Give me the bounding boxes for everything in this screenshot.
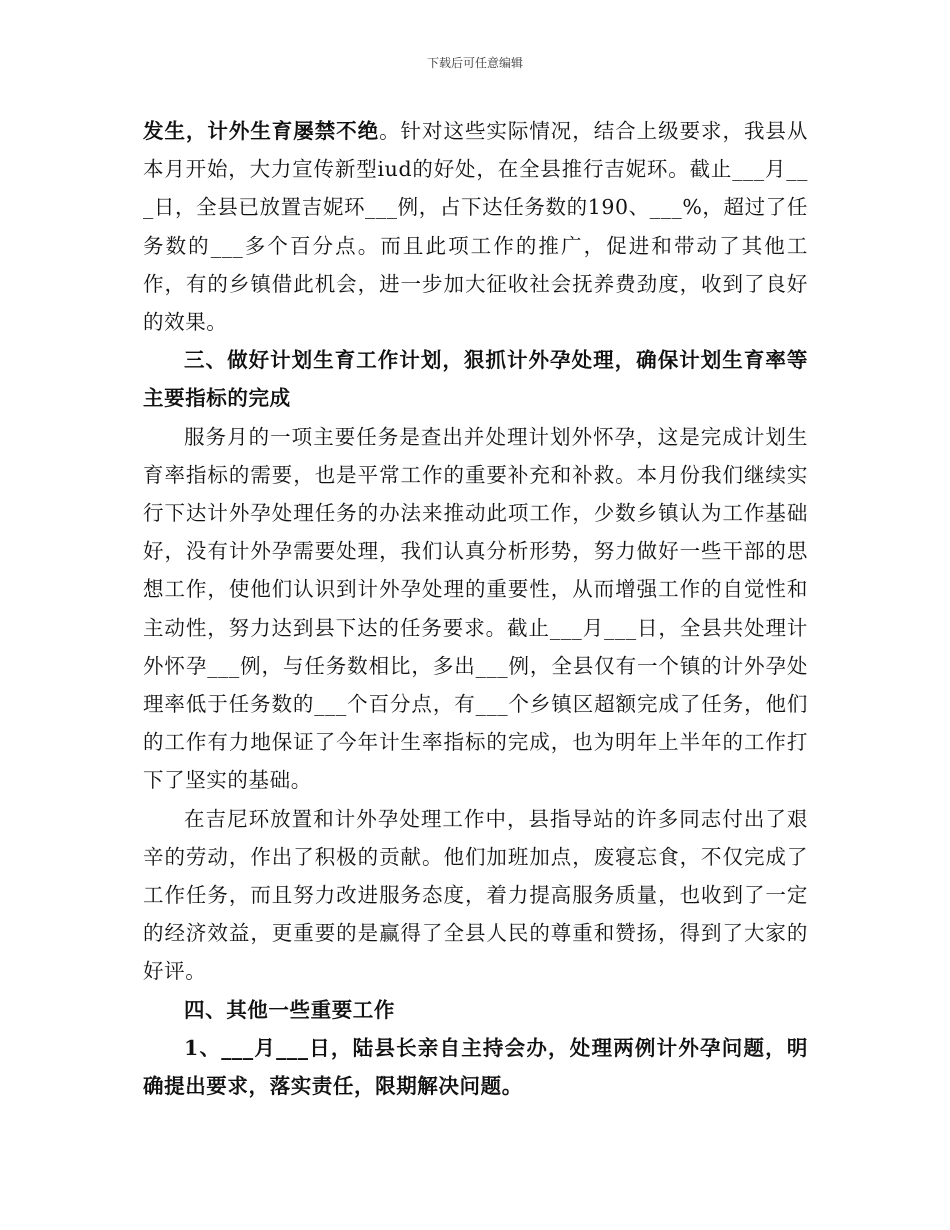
paragraph-1 [143,112,808,341]
paragraph-1-text: 。针对这些实际情况，结合上级要求，我县从本月开始，大力宣传新型iud的好处，在全县推行吉妮环。截止___月___日，全县已放置吉妮环___例，占下达任务数的190、___%，超过了任务数的___多个百分点。而且此项工作的推广，促进和带动了其他工作，有的乡镇借此机会，进一步加大征收社会抚养费劲度，收到了良好的效果。 [143,119,808,335]
list-item-1: 1、___月___日，陆县长亲自主持会办，处理两例计外孕问题，明确提出要求，落实责任，限期解决问题。 [143,1035,808,1099]
section-heading-3: 三、做好计划生育工作计划，狠抓计外孕处理，确保计划生育率等主要指标的完成 [143,348,808,411]
page-header: 下载后可任意编辑 [426,56,523,70]
paragraph-2: 服务月的一项主要任务是查出并处理计划外怀孕，这是完成计划生育率指标的需要，也是平常工作的重要补充和补救。本月份我们继续实行下达计外孕处理任务的办法来推动此项工作，少数乡镇认为工作基础好，没有计外孕需要处理，我们认真分析形势，努力做好一些干部的思想工作，使他们认识到计外孕处理的重要性，从而增强工作的自觉性和主动性，努力达到县下达的任务要求。截止___月___日，全县共处理计外怀孕___例，与任务数相比，多出___例，全县仅有一个镇的计外孕处理率低于任务数的___个百分点，有___个乡镇区超额完成了任务，他们的工作有力地保证了今年计生率指标的完成，也为明年上半年的工作打下了坚实的基础。 [143,424,808,793]
paragraph-1-bold-lead: 发生，计外生育屡禁不绝 [143,119,380,143]
section-heading-4: 四、其他一些重要工作 [184,997,395,1022]
paragraph-3: 在吉尼环放置和计外孕处理工作中，县指导站的许多同志付出了艰辛的劳动，作出了积极的贡献。他们加班加点，废寝忘食，不仅完成了工作任务，而且努力改进服务态度，着力提高服务质量，也收到了一定的经济效益，更重要的是赢得了全县人民的尊重和赞扬，得到了大家的好评。 [143,806,808,984]
document-body [143,112,808,1105]
